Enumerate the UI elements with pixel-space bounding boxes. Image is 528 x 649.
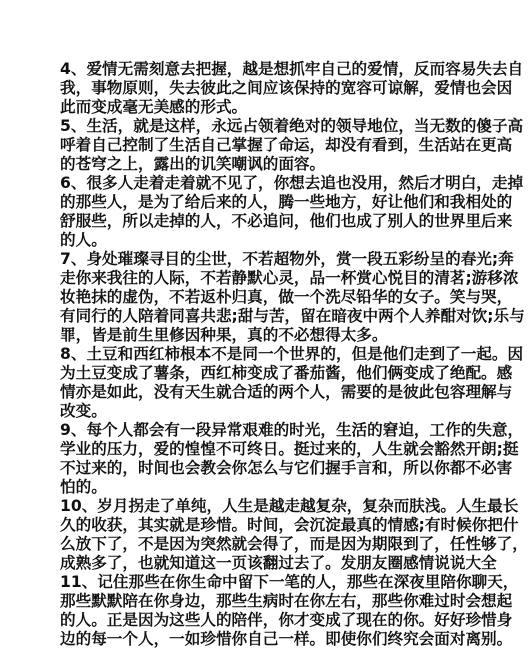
text-line: 改变。 [60, 402, 107, 420]
text-line: 6、很多人走着走着就不见了，你想去追也没用，然后才明白，走掉 [60, 174, 524, 192]
text-line: 的苍穹之上，露出的讥笑嘲讽的面容。 [60, 155, 326, 173]
text-line: 学业的压力，爱的惶惶不可终日。挺过来的，人生就会豁然开朗;挺 [60, 440, 519, 458]
text-line: 罪，皆是前生里修因种果，真的不必想得太多。 [60, 326, 388, 344]
text-line: 11、记住那些在你生命中留下一笔的人，那些在深夜里陪你聊天， [60, 573, 519, 591]
text-line: 的人。 [60, 231, 107, 249]
text-line: 我，事物原则，失去彼此之间应该保持的宽容可谅解，爱情也会因 [60, 79, 513, 97]
text-line: 成熟多了，也就知道这一页该翻过去了。发朋友圈感情说说大全 [60, 554, 497, 572]
text-line: 走你来我往的人际，不若静默心灵，品一杯赏心悦目的清茗;游移浓 [60, 269, 519, 287]
text-line: 10、岁月拐走了单纯，人生是越走越复杂，复杂而肤浅。人生最长 [60, 497, 519, 515]
text-line: 有同行的人陪着同喜共悲;甜与苦，留在暗夜中两个人养酣对饮;乐与 [60, 307, 525, 325]
text-line: 4、爱情无需刻意去把握，越是想抓牢自己的爱情，反而容易失去自 [60, 60, 524, 78]
text-line: 不过来的，时间也会教会你怎么与它们握手言和，所以你都不必害 [60, 459, 513, 477]
text-line: 9、每个人都会有一段异常艰难的时光，生活的窘迫，工作的失意， [60, 421, 524, 439]
text-line: 妆艳抹的虚伪，不若返朴归真，做一个洗尽铅华的女子。笑与哭， [60, 288, 513, 306]
text-line: 5、生活，就是这样，永远占领着绝对的领导地位，当无数的傻子高 [60, 117, 524, 135]
text-line: 久的收获，其实就是珍惜。时间，会沉淀最真的情感;有时候你把什 [60, 516, 519, 534]
text-line: 呼着自己控制了生活自己掌握了命运，却没有看到，生活站在更高 [60, 136, 513, 154]
document-body [60, 60, 528, 649]
text-line: 情亦是如此，没有天生就合适的两个人，需要的是彼此包容理解与 [60, 383, 513, 401]
text-line: 舒服些，所以走掉的人，不必追问，他们也成了别人的世界里后来 [60, 212, 513, 230]
text-line: 怕的。 [60, 478, 107, 496]
text-line: 7、身处璀璨寻目的尘世，不若超物外，赏一段五彩纷呈的春光;奔 [60, 250, 514, 268]
text-line: 那些默默陪在你身边，那些生病时在你左右，那些你难过时会想起 [60, 592, 513, 610]
text-line: 的那些人，是为了给后来的人，腾一些地方，好让他们和我相处的 [60, 193, 513, 211]
text-line: 此而变成毫无美感的形式。 [60, 98, 248, 116]
text-line: 边的每一个人，一如珍惜你自己一样。即使你们终究会面对离别。 [60, 630, 513, 648]
text-line: 8、土豆和西红柿根本不是同一个世界的，但是他们走到了一起。因 [60, 345, 524, 363]
text-line: 为土豆变成了薯条，西红柿变成了番茄酱，他们俩变成了绝配。感 [60, 364, 513, 382]
text-line: 么放下了，不是因为突然就会得了，而是因为期限到了，任性够了， [60, 535, 528, 553]
text-line: 的人。正是因为这些人的陪伴，你才变成了现在的你。好好珍惜身 [60, 611, 513, 629]
